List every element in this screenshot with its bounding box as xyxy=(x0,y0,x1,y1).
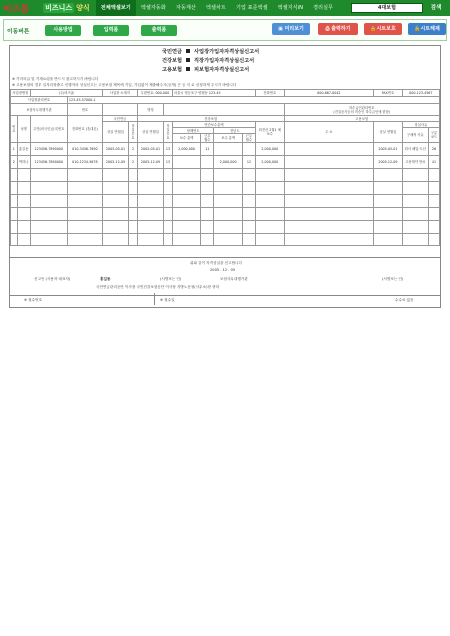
reporter-seal: (서명또는 인) xyxy=(160,277,182,281)
row-prev-total[interactable] xyxy=(214,143,242,156)
health-code-header: 상실 부호 xyxy=(164,122,173,143)
row-address[interactable] xyxy=(284,156,374,169)
subcontractor-sub: (건설공사등의 미승인 하수급인에 한함) xyxy=(333,109,391,114)
pension-code-header: 상실 부호 xyxy=(129,122,138,143)
health-loss-date-header: 상실 연월일 xyxy=(137,122,163,143)
row-name[interactable]: 박하나 xyxy=(17,156,30,169)
workplace-id-value[interactable]: 123-45-57000-1 xyxy=(67,97,439,104)
toolbar-label: 이동버튼 xyxy=(7,28,30,35)
logo-sub-text: 비즈니스 xyxy=(45,4,73,12)
col-no-header: 번호 xyxy=(11,116,18,143)
row-employ-date[interactable]: 2005-05-01 xyxy=(374,143,402,156)
form-titles xyxy=(162,48,322,75)
address-header: 주 소 xyxy=(284,122,374,143)
agency-number-label: 번호 xyxy=(67,104,102,116)
row-pension-date[interactable]: 2005-05-01 xyxy=(102,143,128,156)
empty-row xyxy=(11,182,440,195)
row-health-date[interactable]: 2005-12-09 xyxy=(137,156,163,169)
agency-number-value[interactable] xyxy=(102,104,137,116)
row-no: 1 xyxy=(11,143,18,156)
print-button[interactable] xyxy=(318,23,358,35)
empty-row xyxy=(11,221,440,234)
title-health-left: 건강보험 xyxy=(162,58,183,64)
empty-row xyxy=(11,234,440,246)
agent-seal: (서명또는 인) xyxy=(382,277,404,281)
site-logo[interactable] xyxy=(0,0,90,16)
row-reason-code[interactable]: 41 xyxy=(428,156,439,169)
fax-value[interactable]: 000-123-4567 xyxy=(402,90,439,97)
col-rrn-header: 주민(외국인)등록번호 xyxy=(30,116,67,143)
print-icon: ⎙ xyxy=(325,26,332,32)
subcontractor-title: 하수급인관리번호 xyxy=(349,105,375,110)
row-reason-code[interactable]: 26 xyxy=(428,143,439,156)
menu-item-all-excel[interactable]: 전체엑셀보기 xyxy=(96,0,136,16)
footer-divider-v xyxy=(154,293,155,305)
agency-name-value[interactable] xyxy=(164,104,284,116)
preview-button[interactable] xyxy=(272,23,310,35)
subcontractor-label xyxy=(284,104,440,116)
row-rrn[interactable]: 123456-7890000 xyxy=(30,156,67,169)
title-employ-right: 피보험자자격상실신고서 xyxy=(194,67,250,73)
phone-label: 전화번호 xyxy=(256,90,284,97)
row-phone[interactable]: 010-3456-7890 xyxy=(67,143,102,156)
menu-item-excel-chart[interactable]: 엑셀차트 xyxy=(205,5,226,11)
address-value[interactable]: 서울시 영등포구 양평동 123-45 xyxy=(172,90,255,97)
logo-sub2-text: 양식 xyxy=(76,4,90,12)
row-reason[interactable]: 회사 폐업·도산 xyxy=(402,143,428,156)
top-navigation-bar xyxy=(0,0,450,16)
sheet-unprotect-label: 시트해제 xyxy=(420,26,440,32)
zipcode-value[interactable]: 우편번호: 000-000 xyxy=(137,90,172,97)
row-employ-date[interactable]: 2005-12-09 xyxy=(374,156,402,169)
row-pension-code[interactable]: 2 xyxy=(129,143,138,156)
this-year-header: 당해연도 xyxy=(172,128,214,134)
row-premium[interactable]: 2,000,000 xyxy=(256,143,284,156)
reason-header: 상실사유 xyxy=(402,122,439,128)
col-health-header: 건강보험 xyxy=(137,116,284,122)
prev-months-header: 근무 월수 xyxy=(242,134,255,143)
title-pension-right: 사업장가입자자격상실신고서 xyxy=(194,49,260,55)
col-phone-header: 전화번호 (휴대폰) xyxy=(67,116,102,143)
agent-label: 보험사무대행기관 xyxy=(220,277,248,281)
row-no: 2 xyxy=(11,156,18,169)
reason-kind-header: 구체적 사유 xyxy=(402,128,428,143)
table-row xyxy=(11,156,440,169)
row-reason[interactable]: 고용계약 만료 xyxy=(402,156,428,169)
row-health-code[interactable]: 13 xyxy=(164,143,173,156)
reporter-label: 신고인 (사용자·대표자) xyxy=(34,277,71,281)
title-pension xyxy=(162,48,322,57)
col-name-header: 성명 xyxy=(17,116,30,143)
row-health-date[interactable]: 2005-05-01 xyxy=(137,143,163,156)
receipt-number-label: ※ 접수번호 xyxy=(24,298,43,302)
empty-row xyxy=(11,195,440,208)
note-1: ※ 가히의글 및 기재요령을 반드시 참고하시기 바랍니다 xyxy=(12,77,99,81)
row-this-total[interactable]: 2,000,000 xyxy=(172,143,200,156)
square-bullet-icon xyxy=(186,67,190,71)
row-health-code[interactable]: 13 xyxy=(164,156,173,169)
fee-text: 수수료 없음 xyxy=(395,298,414,302)
loss-report-form xyxy=(9,45,441,308)
row-premium[interactable]: 2,000,000 xyxy=(256,156,284,169)
workplace-id-label: 사업장관리번호 xyxy=(11,97,68,104)
info-row-2 xyxy=(11,97,440,104)
fax-label: FAX번호 xyxy=(374,90,402,97)
row-this-months[interactable]: 11 xyxy=(201,143,214,156)
row-phone[interactable]: 010-1234-5678 xyxy=(67,156,102,169)
workplace-name-label: 사업장명칭 xyxy=(12,91,29,95)
empty-row xyxy=(11,169,440,182)
sheet-unprotect-button[interactable] xyxy=(408,23,446,35)
reason-code-header: 구분 코드 xyxy=(428,128,439,143)
form-table xyxy=(10,89,440,246)
square-bullet-icon xyxy=(186,58,190,62)
col-pension-header: 국민연금 xyxy=(102,116,137,122)
payment-header: 연간보수총액 xyxy=(172,122,255,128)
phone-value[interactable]: 000-667-0042 xyxy=(284,90,374,97)
main-menu xyxy=(96,0,338,16)
workplace-name-value[interactable]: (주)비즈폼 xyxy=(30,90,102,97)
row-rrn[interactable]: 123456-7890000 xyxy=(30,143,67,156)
preview-icon: ▣ xyxy=(278,26,285,32)
row-name[interactable]: 홍길동 xyxy=(17,143,30,156)
pension-loss-date-header: 상실 연월일 xyxy=(102,122,128,143)
search-input[interactable]: 4대보험 xyxy=(351,3,423,13)
preview-label: 미리보기 xyxy=(284,26,304,32)
this-months-header: 근무 월수 xyxy=(201,134,214,143)
row-address[interactable] xyxy=(284,143,374,156)
title-employ xyxy=(162,66,322,75)
menu-item-auto-calc[interactable]: 자동계산 xyxy=(175,5,196,11)
logo-main-text: 비즈폼 xyxy=(3,4,30,15)
move-button-toolbar xyxy=(3,19,447,41)
premium-header: 회전산 2월1 체 보수 xyxy=(256,122,284,143)
output-form-button[interactable]: 출력폼 xyxy=(141,25,177,36)
sheet-protect-button[interactable] xyxy=(364,23,402,35)
table-row xyxy=(11,143,440,156)
print-label: 출력하기 xyxy=(331,26,351,32)
report-date[interactable]: 2005 . 12 . 05 xyxy=(210,268,236,272)
input-form-button[interactable]: 입력폼 xyxy=(93,25,129,36)
title-employ-left: 고용보험 xyxy=(162,67,183,73)
menu-item-excel-knowledge[interactable]: 엑셀지식iN xyxy=(277,5,304,11)
square-bullet-icon xyxy=(186,49,190,53)
empty-row xyxy=(11,208,440,221)
sheet-protect-label: 시트보호 xyxy=(376,26,396,32)
info-row-1 xyxy=(11,90,440,97)
row-this-total[interactable] xyxy=(172,156,200,169)
unlock-icon: 🔓 xyxy=(414,26,421,32)
title-health-right: 직장가입자자격상실신고서 xyxy=(194,58,255,64)
form-notes xyxy=(12,76,392,88)
menu-item-standard-excel[interactable]: 기업 표준엑셀 xyxy=(235,5,268,11)
title-pension-left: 국민연금 xyxy=(162,49,183,55)
row-prev-months[interactable] xyxy=(242,143,255,156)
info-row-3 xyxy=(11,104,440,116)
statement-text: 위와 같이 자격상실을 신고합니다 xyxy=(190,261,243,265)
menu-item-excel-auto[interactable]: 엑셀자동화 xyxy=(140,5,166,11)
note-2: ※ 고용보험의 경우 일자리창출고 인행자의 상실신고는 고용보험 제목에 기입, 가입없이 제출해주시(공개) 곤 등 지 로 신청하게 주시기 바랍니다 xyxy=(12,83,237,87)
footer-divider xyxy=(10,295,440,296)
recipients-text: 국민연금관리공단 이사장 국민건강보험공단 이사장 지방노동청(사무소)장 귀하 xyxy=(96,285,220,289)
agency-label: 보험사무대행기관 xyxy=(11,104,68,116)
prev-total-header: 보수 총액 xyxy=(214,134,242,143)
row-prev-total[interactable]: 2,000,000 xyxy=(214,156,242,169)
title-health xyxy=(162,57,322,66)
row-this-months[interactable] xyxy=(201,156,214,169)
agency-name-label: 명칭 xyxy=(137,104,163,116)
workplace-address-label: 사업장 소재지 xyxy=(102,90,137,97)
employ-loss-date-header: 상실 연월일 xyxy=(374,122,402,143)
row-pension-code[interactable]: 2 xyxy=(129,156,138,169)
receipt-date-label: ※ 접수일 xyxy=(160,298,175,302)
usage-button[interactable]: 사용방법 xyxy=(45,25,81,36)
menu-item-accounting[interactable]: 경리실무 xyxy=(313,5,334,11)
row-pension-date[interactable]: 2005-12-09 xyxy=(102,156,128,169)
lock-icon: 🔒 xyxy=(370,26,377,32)
row-prev-months[interactable]: 12 xyxy=(242,156,255,169)
this-total-header: 보수 총액 xyxy=(172,134,200,143)
col-employ-header: 고용보험 xyxy=(284,116,440,122)
form-footer xyxy=(10,257,440,308)
search-button[interactable]: 검색 xyxy=(430,5,442,11)
reporter-name[interactable]: 홍길동 xyxy=(100,277,111,281)
prev-year-header: 전년도 xyxy=(214,128,256,134)
